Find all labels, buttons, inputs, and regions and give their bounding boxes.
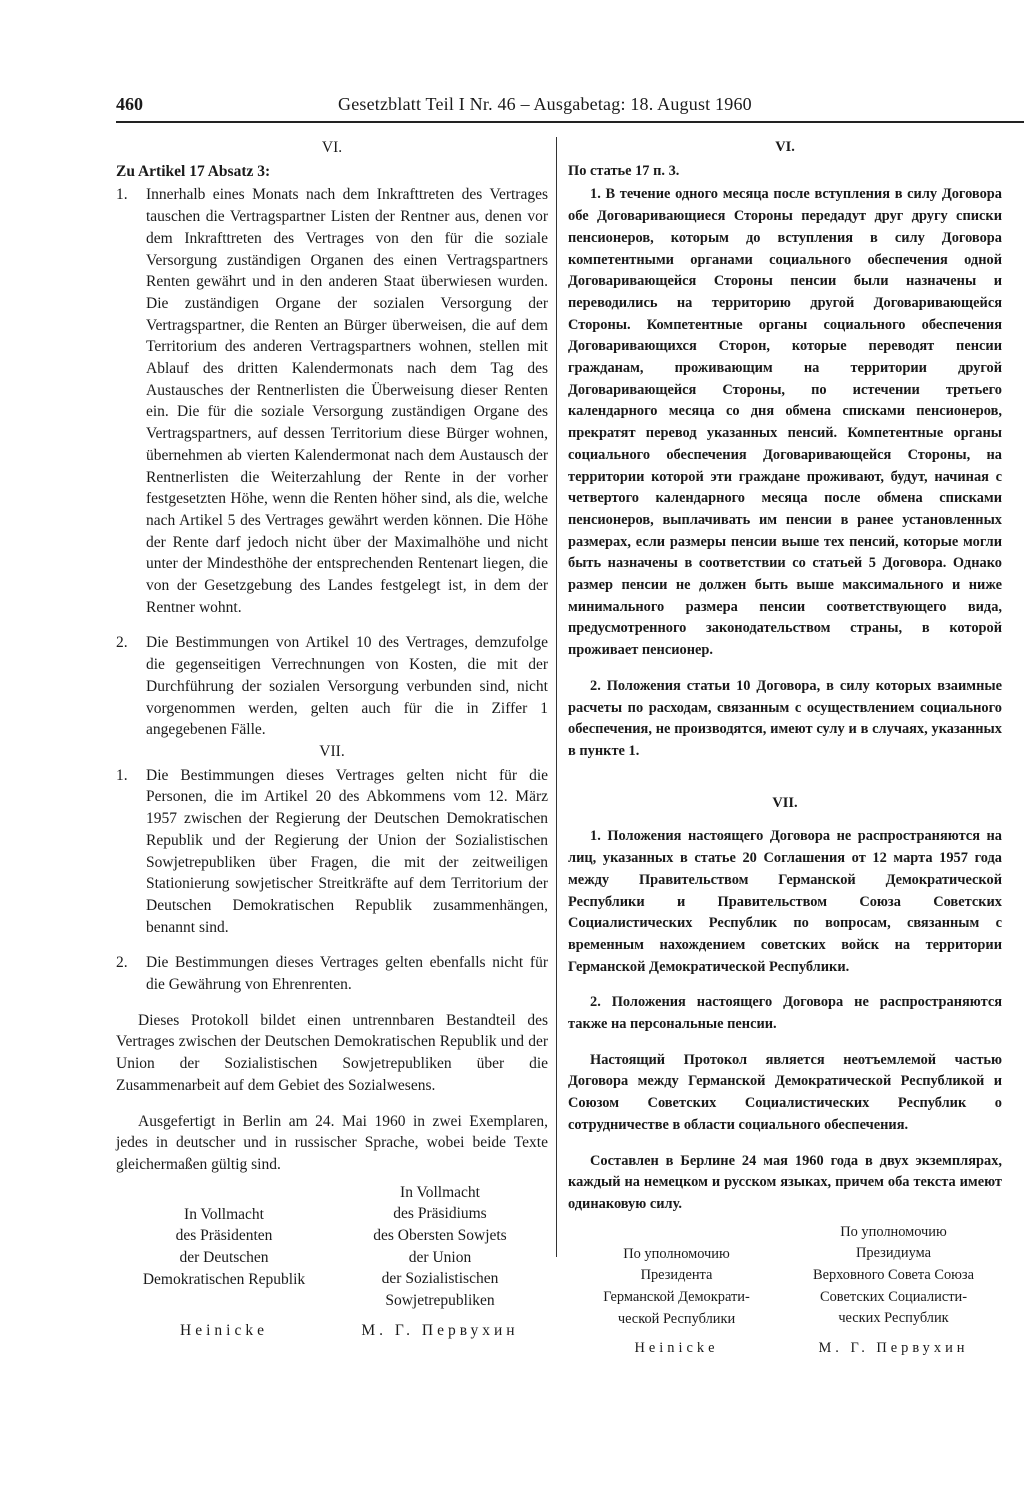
signature-block-ru [568, 1222, 1002, 1361]
signatory-gdr-de: In Vollmacht des Präsidenten der Deutschen Demokratischen Republik Heinicke [116, 1182, 332, 1343]
list-item [116, 632, 548, 741]
paragraph-ru-5: Настоящий Протокол является неотъемлемой частью Договора между Германской Демократической Республикой и Союзом Советских Социалистических Республик о сотрудничестве в области социального обеспечения. [568, 1051, 1002, 1133]
section-title-vii-ru: VII. [772, 794, 798, 811]
list-item [116, 952, 548, 995]
paragraph-ru-4: 2. Положения настоящего Договора не распространяются также на персональные пенсии. [568, 994, 1002, 1033]
list-item [116, 765, 548, 939]
item-text: Die Bestimmungen dieses Vertrages gelten nicht für die Personen, die im Artikel 20 des Abkommens vom 12. März 1957 zwischen der Regierung der Deutschen Demokratischen Republik und der Regierung der Union der Sozialistischen Sowjetrepubliken über Fragen, die mit der zeitweiligen Stationierung sowjetischer Streitkräfte auf dem Territorium der Deutschen Demokratischen Republik zusammenhängen, benannt sind. [146, 766, 548, 936]
signatory-ussr-ru: По уполномочию Президиума Верховного Совета Союза Советских Социалисти- ческих Республик М. Г. Первухин [785, 1222, 1002, 1361]
section-title-vii-de: VII. [319, 742, 345, 760]
page-header [116, 94, 1024, 120]
list-item [116, 184, 548, 618]
section-title-vi-ru: VI. [775, 139, 795, 155]
russian-column [568, 137, 1002, 1360]
item-number: 1. [116, 766, 128, 784]
paragraph-ru-6: Составлен в Берлине 24 мая 1960 года в двух экземплярах, каждый на немецком и русском языках, причем оба текста имеют одинаковую силу. [568, 1152, 1002, 1212]
column-divider [556, 137, 557, 1257]
header-rule [116, 121, 1024, 123]
item-text: Die Bestimmungen dieses Vertrages gelten ebenfalls nicht für die Gewährung von Ehrenrenten. [146, 954, 548, 994]
closing-paragraph-de: Dieses Protokoll bildet einen untrennbaren Bestandteil des Vertrages zwischen der Deutschen Demokratischen Republik und der Union der Sozialistischen Sowjetrepubliken über die Zusammenarbeit auf dem Gebiet des Sozialwesens. [116, 1011, 548, 1094]
signatory-ussr-de: In Vollmacht des Präsidiums des Obersten Sowjets der Union der Sozialistischen Sowjetrepubliken M. Г. Первухин [332, 1182, 548, 1343]
page-number: 460 [116, 94, 143, 114]
subheading-article-17-ru: По статье 17 п. 3. [568, 162, 680, 179]
item-number: 1. [116, 186, 128, 204]
signatory-gdr-ru: По уполномочию Президента Германской Демократи- ческой Республики Heinicke [568, 1222, 785, 1361]
item-number: 2. [116, 954, 128, 972]
german-column [116, 137, 548, 1342]
signatory-name: М. Г. Первухин [818, 1340, 969, 1357]
item-text: Innerhalb eines Monats nach dem Inkrafttreten des Vertrages tauschen die Vertragspartner Listen der Rentner aus, denen vor dem Inkrafttreten des Vertrages von den für die soziale Versorgung zuständigen Organen des einen Vertragspartners Renten gewährt und in den anderen Staat überwiesen wurden. Die zuständigen Organe der sozialen Versorgung der Vertragspartner, die Renten an Bürger überweisen, die auf dem Territorium des anderen Vertragspartners wohnen, stellen mit Ablauf des dritten Kalendermonats nach dem Tag des Austausches der Rentnerlisten die Überweisung dieser Renten ein. Die für die soziale Versorgung zuständigen Organe des Vertragspartners, auf dessen Territorium diese Bürger wohnen, übernehmen ab vierten Kalendermonat nach dem Austausch der Rentnerlisten die Weiterzahlung der Rente in der vorher festgesetzten Höhe, wenn die Renten höher sind, als die, welche nach Artikel 5 des Vertrages gewährt werden können. Die Höhe der Rente darf jedoch nicht über der Maximalhöhe und nicht unter der Mindesthöhe der entsprechenden Rentenart liegen, die von der Gesetzgebung des Landes festgelegt ist, in dem der Rentner wohnt. [146, 186, 548, 616]
execution-paragraph-de: Ausgefertigt in Berlin am 24. Mai 1960 in zwei Exemplaren, jedes in deutscher und in russischer Sprache, wobei beide Texte gleichermaßen gültig sind. [116, 1112, 548, 1173]
signatory-name: Heinicke [634, 1340, 719, 1357]
running-title: Gesetzblatt Teil I Nr. 46 – Ausgabetag: 18. August 1960 [338, 94, 752, 114]
signatory-name: Heinicke [180, 1322, 268, 1340]
paragraph-ru-2: 2. Положения статьи 10 Договора, в силу которых взаимные расчеты по расходам, связанным с осуществлением социального обеспечения, не производятся, имеют сулу и в случаях, указанных в пункте 1. [568, 677, 1002, 759]
paragraph-ru-3: 1. Положения настоящего Договора не распространяются на лиц, указанных в статье 20 Соглашения от 12 марта 1957 года между Правительством Германской Демократической Республики и Правительством Союза Советских Социалистических Республик по вопросам, связанным с временным нахождением советских войск на территории Германской Демократической Республики. [568, 828, 1002, 975]
section-title-vi-de: VI. [321, 139, 343, 156]
signature-block-de [116, 1182, 548, 1343]
subheading-article-17-de: Zu Artikel 17 Absatz 3: [116, 162, 271, 180]
signatory-name: M. Г. Первухин [361, 1321, 519, 1339]
item-number: 2. [116, 634, 128, 652]
paragraph-ru-1: 1. В течение одного месяца после вступления в силу Договора обе Договаривающиеся Стороны передадут друг другу списки пенсионеров, которым до вступления в силу Договора компетентными органами социального обеспечения одной Договаривающейся Стороны пенсии были назначены и переводились на территорию другой Договаривающейся Стороны. Компетентные органы социального обеспечения Договаривающихся Сторон, которые переводят пенсии гражданам, проживающим на территории другой Договаривающейся Стороны, по истечении третьего календарного месяца со дня обмена списками пенсионеров, прекратят перевод указанных пенсий. Компетентные органы социального обеспечения Договаривающейся Стороны, на территории которой эти граждане проживают, будут, начиная с четвертого календарного месяца после обмена списками пенсионеров, выплачивать им пенсии в ранее установленных размерах, если размеры пенсии выше тех пенсий, которые могли быть назначены в соответствии со статьей 5 Договора. Однако размер пенсии не должен быть выше максимального и ниже минимального размера пенсии соответствующего вида, предусмотренного законодательством страны, в которой проживает пенсионер. [568, 186, 1002, 659]
item-text: Die Bestimmungen von Artikel 10 des Vertrages, demzufolge die gegenseitigen Verrechnungen von Kosten, die mit der Durchführung der sozialen Versorgung verbunden sind, nicht vorgenommen werden, gelten auch für die in Ziffer 1 angegebenen Fälle. [146, 634, 548, 739]
